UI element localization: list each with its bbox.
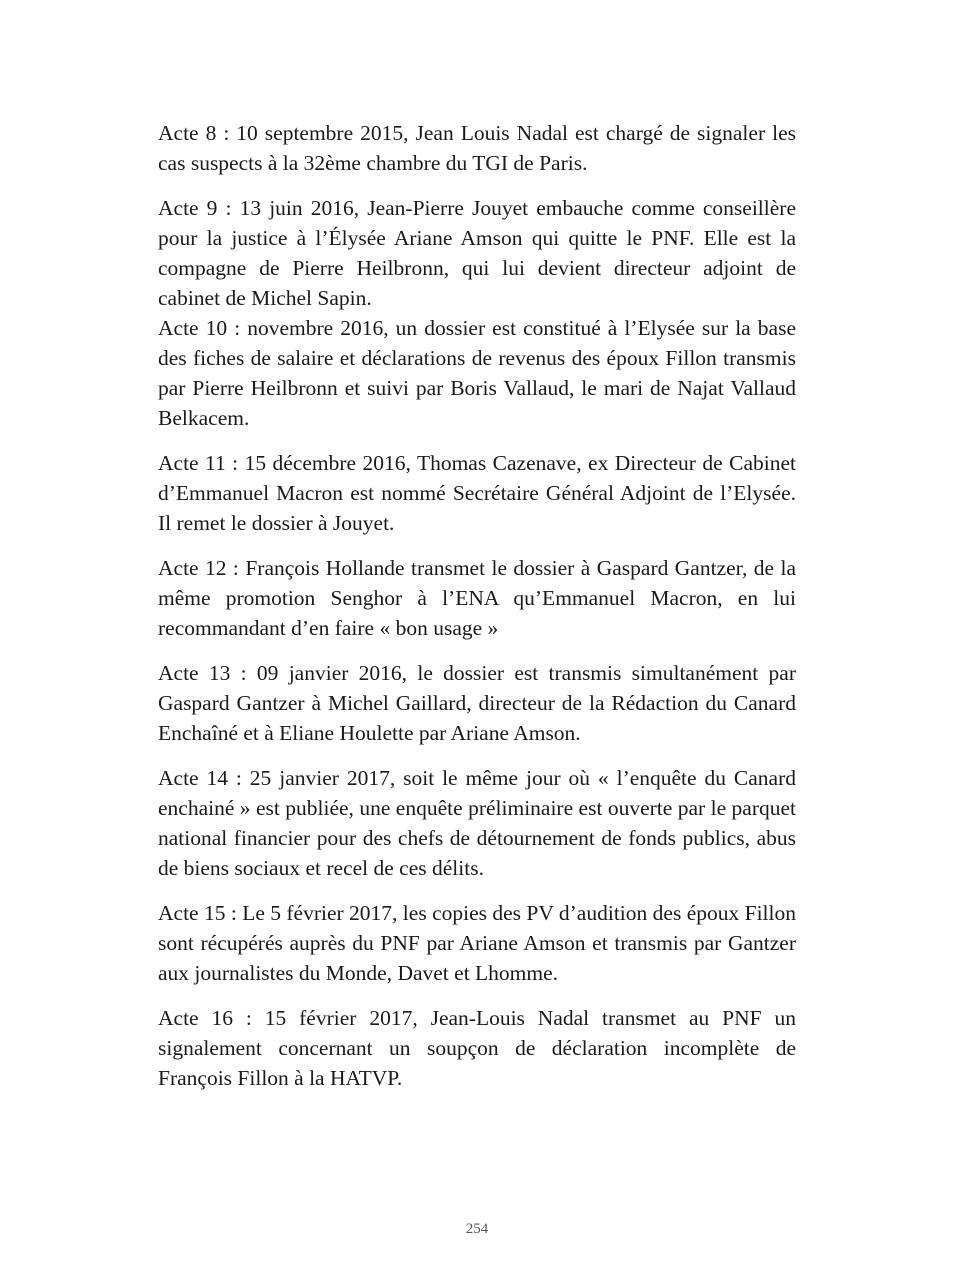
paragraph-acte-8: Acte 8 : 10 septembre 2015, Jean Louis Nadal est chargé de signaler les cas suspects à la 32ème chambre du TGI de Paris. [158, 121, 796, 175]
paragraph-acte-9: Acte 9 : 13 juin 2016, Jean-Pierre Jouyet embauche comme conseillère pour la justice à l’Élysée Ariane Amson qui quitte le PNF. Elle est la compagne de Pierre Heilbronn, qui lui devient directeur adjoint de cabinet de Michel Sapin. [158, 196, 796, 310]
paragraph-acte-13: Acte 13 : 09 janvier 2016, le dossier est transmis simultanément par Gaspard Gantzer à Michel Gaillard, directeur de la Rédaction du Canard Enchaîné et à Eliane Houlette par Ariane Amson. [158, 661, 796, 745]
paragraph-acte-11: Acte 11 : 15 décembre 2016, Thomas Cazenave, ex Directeur de Cabinet d’Emmanuel Macron est nommé Secrétaire Général Adjoint de l’Elysée. Il remet le dossier à Jouyet. [158, 451, 796, 535]
paragraph-acte-12: Acte 12 : François Hollande transmet le dossier à Gaspard Gantzer, de la même promotion Senghor à l’ENA qu’Emmanuel Macron, en lui recommandant d’en faire « bon usage » [158, 556, 796, 640]
document-body [158, 118, 796, 1108]
paragraph-acte-16: Acte 16 : 15 février 2017, Jean-Louis Nadal transmet au PNF un signalement concernant un soupçon de déclaration incomplète de François Fillon à la HATVP. [158, 1006, 796, 1090]
page-number: 254 [465, 1221, 489, 1237]
paragraph-acte-14: Acte 14 : 25 janvier 2017, soit le même jour où « l’enquête du Canard enchainé » est publiée, une enquête préliminaire est ouverte par le parquet national financier pour des chefs de détournement de fonds publics, abus de biens sociaux et recel de ces délits. [158, 766, 796, 880]
paragraph-acte-15: Acte 15 : Le 5 février 2017, les copies des PV d’audition des époux Fillon sont récupérés auprès du PNF par Ariane Amson et transmis par Gantzer aux journalistes du Monde, Davet et Lhomme. [158, 901, 796, 985]
paragraph-acte-10: Acte 10 : novembre 2016, un dossier est constitué à l’Elysée sur la base des fiches de salaire et déclarations de revenus des époux Fillon transmis par Pierre Heilbronn et suivi par Boris Vallaud, le mari de Najat Vallaud Belkacem. [158, 316, 796, 430]
